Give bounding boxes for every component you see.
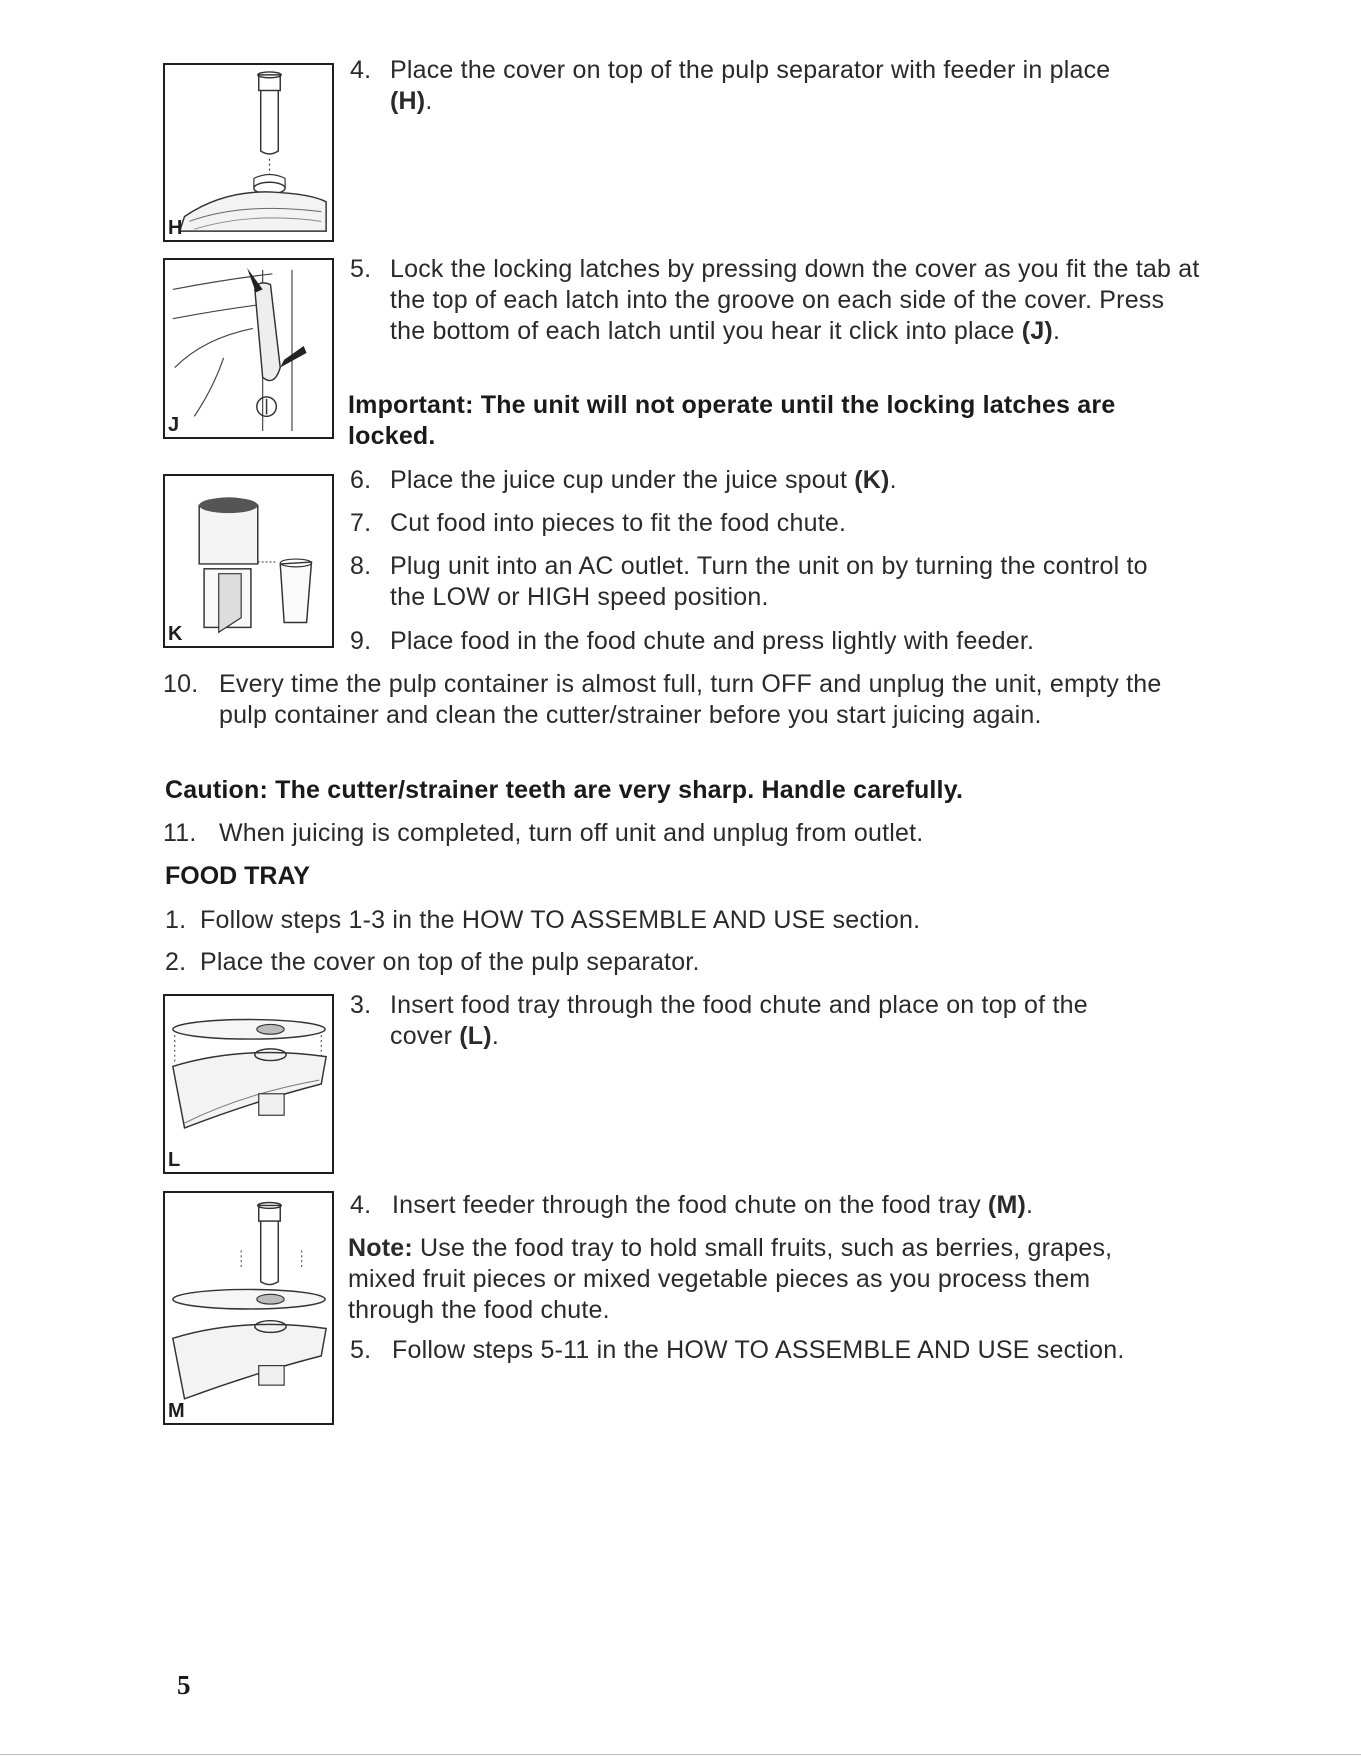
food-tray-step-5 bbox=[350, 1335, 1200, 1366]
figure-ref: (M) bbox=[987, 1191, 1026, 1219]
figure-label: M bbox=[168, 1400, 185, 1422]
note-text: Use the food tray to hold small fruits, such as berries, grapes, mixed fruit pieces or mixed vegetable pieces as you process them through the food chute. bbox=[348, 1234, 1113, 1324]
step-5: 5. Lock the locking latches by pressing down the cover as you fit the tab at the top of each latch into the groove on each side of the cover. Press the bottom of each latch until you hear it click into place (J). bbox=[350, 255, 1200, 345]
step-number: 3. bbox=[350, 991, 372, 1019]
step-text: Follow steps 5-11 in the HOW TO ASSEMBLE AND USE section. bbox=[392, 1336, 1125, 1364]
figure-k bbox=[163, 474, 334, 648]
step-text: Place the cover on top of the pulp separator with feeder in place bbox=[390, 56, 1111, 84]
step-text: Insert feeder through the food chute on the food tray bbox=[392, 1191, 988, 1219]
step-text: Every time the pulp container is almost full, turn OFF and unplug the unit, empty the pulp container and clean the cutter/strainer before you start juicing again. bbox=[219, 670, 1162, 729]
step-number: 5. bbox=[350, 255, 372, 283]
food-tray-note bbox=[348, 1233, 1158, 1326]
step-number: 10. bbox=[163, 670, 199, 698]
food-tray-step-3: 3. Insert food tray through the food chute and place on top of the cover (L). bbox=[350, 991, 1088, 1050]
section-heading: FOOD TRAY bbox=[165, 862, 310, 890]
step-11 bbox=[163, 818, 1213, 849]
step-text: Cut food into pieces to fit the food chute. bbox=[390, 509, 847, 537]
step-number: 11. bbox=[163, 819, 197, 847]
step-number: 4. bbox=[350, 56, 372, 84]
step-8 bbox=[350, 551, 1150, 613]
step-9 bbox=[350, 626, 1200, 657]
important-note: Important: The unit will not operate until the locking latches are locked. bbox=[348, 391, 1116, 450]
figure-h bbox=[163, 63, 334, 242]
step-number: 5. bbox=[350, 1336, 372, 1364]
step-10 bbox=[163, 669, 1163, 731]
step-text: When juicing is completed, turn off unit and unplug from outlet. bbox=[219, 819, 924, 847]
step-number: 2. bbox=[165, 948, 187, 976]
step-text: Insert food tray through the food chute and place on top of the cover bbox=[390, 991, 1088, 1050]
food-tray-illustration bbox=[165, 996, 332, 1172]
step-text: Plug unit into an AC outlet. Turn the unit on by turning the control to the LOW or HIGH speed position. bbox=[390, 552, 1148, 611]
food-tray-step-4: 4. Insert feeder through the food chute on the food tray (M). bbox=[350, 1191, 1034, 1219]
caution-note: Caution: The cutter/strainer teeth are very sharp. Handle carefully. bbox=[165, 776, 964, 804]
figure-ref: (L) bbox=[459, 1022, 492, 1050]
figure-label: J bbox=[168, 414, 180, 436]
figure-l bbox=[163, 994, 334, 1174]
food-tray-step-1 bbox=[165, 905, 1215, 936]
juice-cup-illustration bbox=[165, 476, 332, 646]
step-text: Follow steps 1-3 in the HOW TO ASSEMBLE AND USE section. bbox=[200, 906, 921, 934]
step-text: Lock the locking latches by pressing down the cover as you fit the tab at the top of each latch into the groove on each side of the cover. Press the bottom of each latch until you hear it click into place bbox=[390, 255, 1200, 345]
page-number: 5 bbox=[177, 1670, 191, 1700]
feeder-tray-illustration bbox=[165, 1193, 332, 1423]
figure-m bbox=[163, 1191, 334, 1425]
figure-label: H bbox=[168, 217, 183, 239]
step-number: 4. bbox=[350, 1191, 372, 1219]
locking-latch-illustration bbox=[165, 260, 332, 437]
food-tray-step-2 bbox=[165, 947, 1215, 978]
step-number: 8. bbox=[350, 552, 372, 580]
step-text: Place the cover on top of the pulp separator. bbox=[200, 948, 700, 976]
note-label: Note: bbox=[348, 1234, 413, 1262]
figure-label: K bbox=[168, 623, 183, 645]
step-text: Place the juice cup under the juice spout bbox=[390, 466, 855, 494]
step-4: 4. Place the cover on top of the pulp separator with feeder in place (H). bbox=[350, 56, 1111, 115]
figure-label: L bbox=[168, 1149, 181, 1171]
figure-ref: (K) bbox=[854, 466, 890, 494]
step-number: 7. bbox=[350, 509, 372, 537]
step-6: 6. Place the juice cup under the juice spout (K). bbox=[350, 466, 897, 494]
step-text: Place food in the food chute and press lightly with feeder. bbox=[390, 627, 1035, 655]
figure-j bbox=[163, 258, 334, 439]
step-number: 9. bbox=[350, 627, 372, 655]
step-7 bbox=[350, 508, 1200, 539]
figure-ref: (J) bbox=[1021, 317, 1053, 345]
step-number: 1. bbox=[165, 906, 187, 934]
step-number: 6. bbox=[350, 466, 372, 494]
bottom-rule bbox=[0, 1754, 1361, 1755]
figure-ref: (H) bbox=[390, 87, 426, 115]
feeder-cover-illustration bbox=[165, 65, 332, 240]
